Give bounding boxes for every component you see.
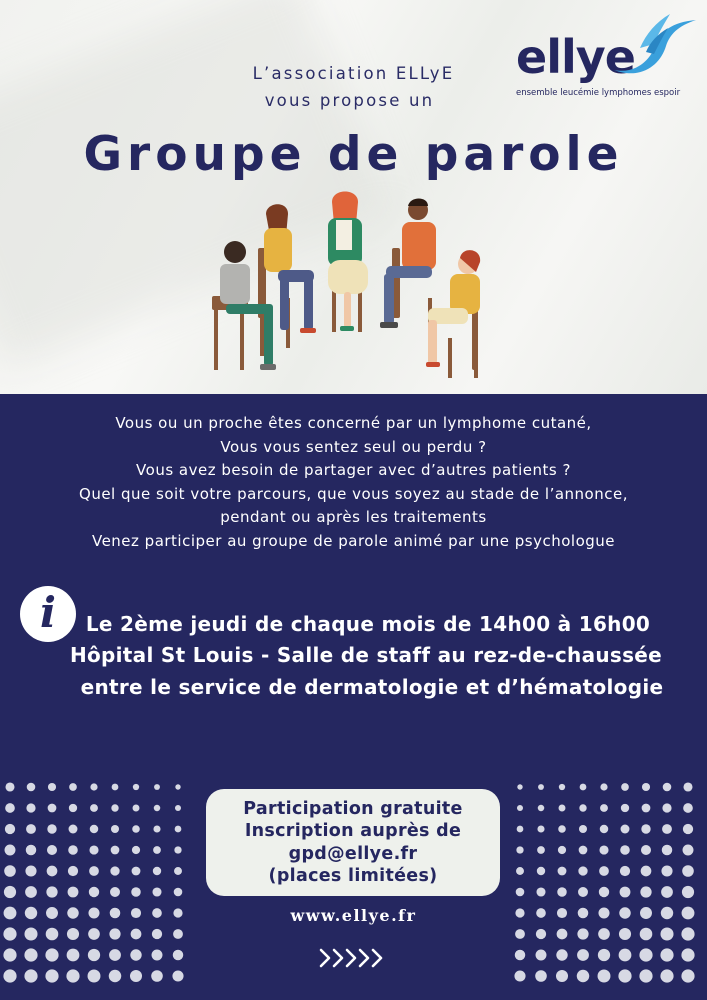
decorative-dot	[599, 887, 609, 897]
description-line: Vous avez besoin de partager avec d’autres patients ?	[136, 461, 571, 479]
decorative-dot	[580, 784, 587, 791]
decorative-dot	[578, 887, 588, 897]
decorative-dot	[88, 970, 101, 983]
decorative-dot	[3, 948, 16, 961]
decorative-dot	[660, 948, 673, 961]
decorative-dot	[661, 886, 673, 898]
decorative-dot	[558, 846, 566, 854]
decorative-dot	[537, 867, 545, 875]
description-line: pendant ou après les traitements	[220, 508, 487, 526]
decorative-dot	[5, 803, 15, 813]
decorative-dot	[25, 865, 36, 876]
decorative-dot	[516, 846, 523, 853]
intro-line-1: L’association ELLyE	[252, 64, 455, 83]
decorative-dot	[68, 866, 78, 876]
decorative-dot	[131, 929, 142, 940]
decorative-dot	[24, 969, 37, 982]
decorative-dot	[175, 805, 181, 811]
decorative-dot	[132, 846, 140, 854]
decorative-dot	[579, 804, 586, 811]
decorative-dot	[556, 970, 568, 982]
decorative-dot	[68, 845, 78, 855]
decorative-dot	[151, 970, 163, 982]
decorative-dot	[45, 969, 58, 982]
decorative-dot	[662, 824, 672, 834]
decorative-dot	[642, 783, 650, 791]
decorative-dot	[517, 784, 522, 789]
decorative-dot	[173, 950, 183, 960]
decorative-dot	[154, 784, 160, 790]
decorative-dot	[5, 824, 15, 834]
decorative-dot	[558, 825, 566, 833]
decorative-dot	[27, 783, 36, 792]
decorative-dot	[600, 804, 608, 812]
location-detail-text: entre le service de dermatologie et d’hématologie	[80, 675, 664, 699]
decorative-dot	[24, 927, 37, 940]
decorative-dot	[662, 803, 671, 812]
decorative-dot	[153, 867, 161, 875]
decorative-dot	[25, 886, 37, 898]
decorative-dot	[5, 845, 16, 856]
decorative-dot	[174, 846, 181, 853]
decorative-dot	[577, 970, 589, 982]
chevrons-right-icon	[318, 947, 388, 969]
decorative-dot	[683, 782, 692, 791]
decorative-dot	[152, 950, 163, 961]
decorative-dot	[535, 970, 547, 982]
decorative-dot	[577, 928, 588, 939]
decorative-dot	[154, 805, 161, 812]
decorative-dot	[577, 949, 589, 961]
decorative-dot	[111, 846, 120, 855]
decorative-dot	[68, 887, 79, 898]
decorative-dot	[598, 970, 611, 983]
decorative-dot	[621, 804, 629, 812]
decorative-dot	[110, 887, 120, 897]
decorative-dot	[172, 970, 183, 981]
decorative-dot	[683, 824, 693, 834]
decorative-dot	[660, 927, 673, 940]
decorative-dot	[45, 948, 58, 961]
decorative-dot	[48, 783, 56, 791]
decorative-dot	[174, 888, 183, 897]
decorative-dot	[26, 803, 35, 812]
decorative-dot	[89, 845, 98, 854]
decorative-dot	[5, 782, 14, 791]
decorative-dot	[682, 865, 694, 877]
decorative-dot	[578, 866, 587, 875]
decorative-dot	[24, 948, 37, 961]
registration-line: Participation gratuite	[243, 799, 463, 819]
decorative-dot	[66, 969, 79, 982]
decorative-dot	[152, 929, 162, 939]
bird-logo-icon	[610, 12, 698, 84]
decorative-dot	[620, 887, 631, 898]
decorative-dot	[133, 784, 139, 790]
decorative-dot	[598, 928, 610, 940]
decorative-dot	[514, 970, 525, 981]
decorative-dot	[538, 805, 545, 812]
decorative-dot	[109, 949, 121, 961]
decorative-dot	[89, 887, 99, 897]
description-line: Quel que soit votre parcours, que vous soyez au stade de l’annonce,	[79, 485, 628, 503]
description-line: Vous ou un proche êtes concerné par un lymphome cutané,	[115, 414, 592, 432]
decorative-dot	[618, 969, 631, 982]
decorative-dot	[69, 783, 77, 791]
decorative-dot	[559, 784, 565, 790]
decorative-dot	[663, 783, 672, 792]
decorative-dot	[88, 928, 100, 940]
decorative-dot	[682, 886, 694, 898]
decorative-dot	[620, 845, 630, 855]
decorative-dot	[640, 886, 651, 897]
location-text: Hôpital St Louis - Salle de staff au rez-de-chaussée	[69, 643, 663, 667]
decorative-dot	[598, 949, 610, 961]
registration-card	[206, 789, 500, 896]
decorative-dot	[536, 929, 546, 939]
decorative-dot	[516, 888, 525, 897]
decorative-dot	[67, 928, 79, 940]
registration-line: (places limitées)	[268, 866, 438, 886]
decorative-dot	[47, 824, 56, 833]
decorative-dot	[620, 866, 630, 876]
decorative-dot	[152, 887, 161, 896]
decorative-dot	[515, 929, 525, 939]
dot-pattern-right	[510, 779, 707, 1000]
decorative-dot	[619, 928, 631, 940]
decorative-dot	[681, 969, 694, 982]
description-line: Venez participer au groupe de parole animé par une psychologue	[91, 532, 616, 550]
decorative-dot	[3, 927, 16, 940]
decorative-dot	[537, 846, 545, 854]
decorative-dot	[69, 804, 77, 812]
schedule-text: Le 2ème jeudi de chaque mois de 14h00 à 16h00	[85, 612, 651, 636]
decorative-dot	[538, 784, 544, 790]
decorative-dot	[641, 845, 651, 855]
website-link[interactable]: www.ellye.fr	[290, 906, 417, 925]
decorative-dot	[517, 805, 523, 811]
decorative-dot	[132, 825, 140, 833]
decorative-dot	[579, 846, 588, 855]
decorative-dot	[619, 949, 632, 962]
decorative-dot	[557, 887, 566, 896]
decorative-dot	[90, 804, 98, 812]
decorative-dot	[641, 824, 650, 833]
decorative-dot	[641, 866, 652, 877]
decorative-dot	[173, 929, 183, 939]
decorative-dot	[642, 804, 651, 813]
decorative-dot	[89, 866, 99, 876]
decorative-dot	[175, 826, 182, 833]
page-title: Groupe de parole	[83, 127, 624, 182]
decorative-dot	[48, 804, 57, 813]
people-circle-illustration	[200, 188, 500, 388]
decorative-dot	[153, 846, 161, 854]
decorative-dot	[47, 845, 57, 855]
description-line: Vous vous sentez seul ou perdu ?	[220, 438, 487, 456]
decorative-dot	[69, 825, 78, 834]
decorative-dot	[67, 949, 80, 962]
decorative-dot	[599, 845, 608, 854]
decorative-dot	[536, 950, 547, 961]
decorative-dot	[681, 927, 694, 940]
decorative-dot	[90, 783, 97, 790]
decorative-dot	[130, 970, 142, 982]
decorative-dot	[557, 929, 568, 940]
decorative-dot	[132, 867, 141, 876]
decorative-dot	[26, 845, 37, 856]
decorative-dot	[46, 928, 59, 941]
decorative-dot	[111, 825, 119, 833]
decorative-dot	[4, 865, 16, 877]
decorative-dot	[153, 825, 160, 832]
email-link[interactable]: gpd@ellye.fr	[288, 844, 418, 864]
decorative-dot	[639, 948, 652, 961]
logo-tagline: ensemble leucémie lymphomes espoir	[516, 88, 681, 98]
ellye-logo	[510, 12, 700, 102]
top-section	[0, 0, 707, 394]
decorative-dot	[516, 867, 524, 875]
decorative-dot	[662, 845, 673, 856]
registration-line: Inscription auprès de	[244, 821, 462, 841]
logo-wordmark: ellye	[516, 30, 635, 84]
decorative-dot	[639, 969, 652, 982]
decorative-dot	[559, 805, 566, 812]
decorative-dot	[556, 949, 567, 960]
info-icon: i	[20, 586, 76, 642]
decorative-dot	[130, 949, 141, 960]
dot-pattern-left	[0, 779, 200, 1000]
decorative-dot	[579, 825, 587, 833]
decorative-dot	[26, 824, 36, 834]
decorative-dot	[621, 825, 630, 834]
decorative-dot	[661, 865, 672, 876]
decorative-dot	[599, 866, 609, 876]
decorative-dot	[175, 784, 180, 789]
decorative-dot	[515, 950, 525, 960]
decorative-dot	[131, 887, 140, 896]
decorative-dot	[133, 805, 140, 812]
decorative-dot	[3, 969, 16, 982]
decorative-dot	[517, 826, 524, 833]
decorative-dot	[600, 783, 607, 790]
decorative-dot	[88, 949, 100, 961]
decorative-dot	[90, 825, 99, 834]
decorative-dot	[640, 928, 653, 941]
decorative-dot	[46, 886, 57, 897]
decorative-dot	[660, 969, 673, 982]
decorative-dot	[600, 825, 609, 834]
intro-line-2: vous propose un	[264, 91, 435, 110]
decorative-dot	[558, 867, 567, 876]
decorative-dot	[681, 948, 694, 961]
decorative-dot	[109, 928, 120, 939]
decorative-dot	[109, 970, 121, 982]
decorative-dot	[4, 886, 16, 898]
decorative-dot	[110, 866, 119, 875]
decorative-dot	[174, 867, 182, 875]
decorative-dot	[111, 804, 118, 811]
decorative-dot	[683, 845, 694, 856]
bottom-section	[0, 394, 707, 1000]
decorative-dot	[536, 887, 545, 896]
decorative-dot	[112, 784, 119, 791]
decorative-dot	[47, 866, 58, 877]
decorative-dot	[621, 783, 629, 791]
decorative-dot	[683, 803, 693, 813]
decorative-dot	[537, 825, 544, 832]
